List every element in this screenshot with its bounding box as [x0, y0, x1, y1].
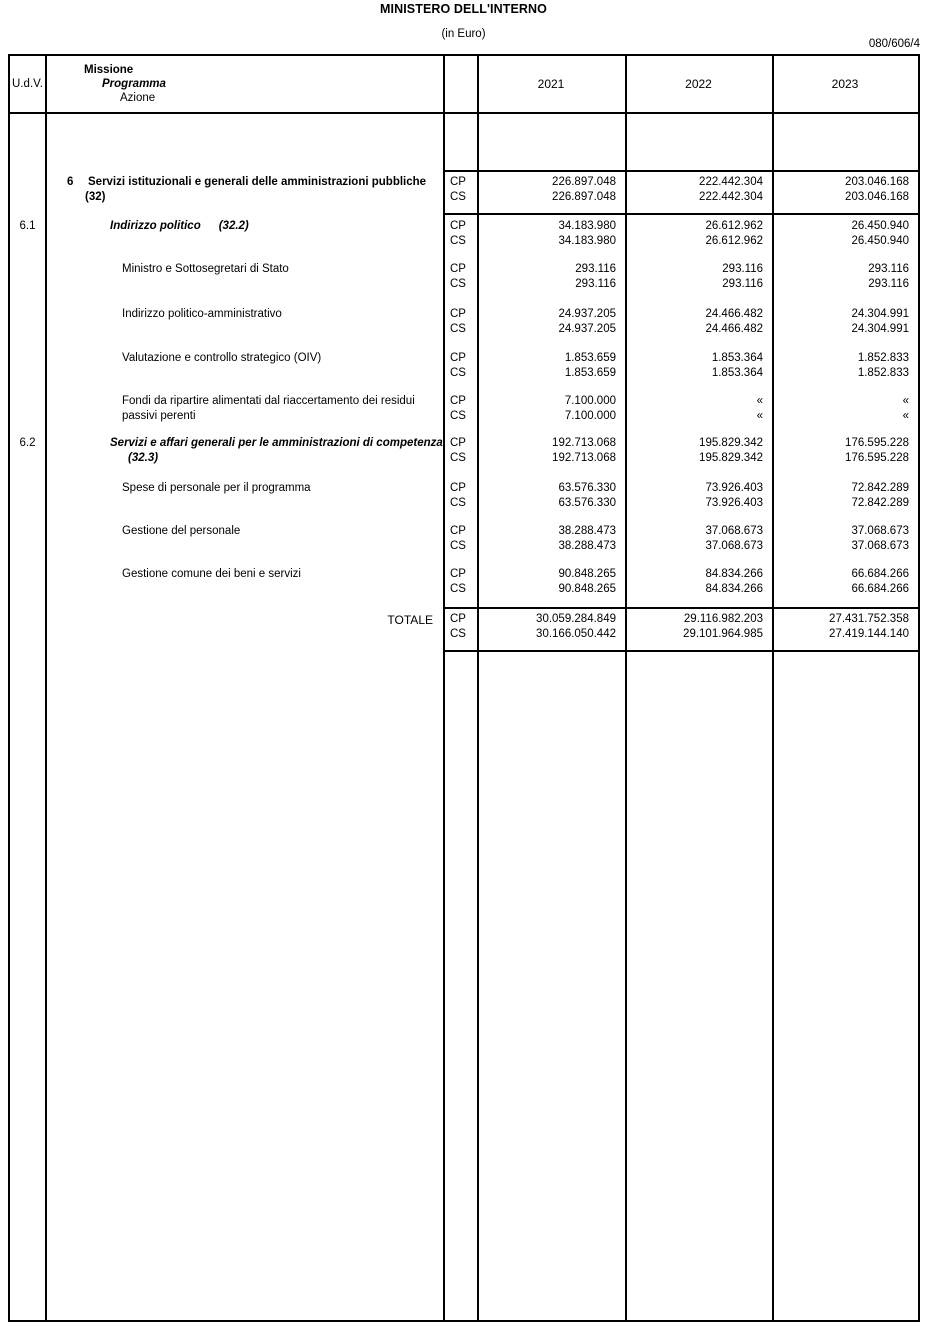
cp-value: 24.466.482 — [705, 308, 763, 320]
row-value-2021 — [477, 259, 625, 303]
cp-value: 34.183.980 — [558, 220, 616, 232]
cp-value: 1.853.659 — [564, 352, 616, 364]
cs-value: 293.116 — [722, 278, 763, 290]
cs-value: 293.116 — [575, 278, 616, 290]
header-year-2023: 2023 — [831, 77, 859, 91]
cp-label: CP — [450, 613, 466, 625]
cs-value: 34.183.980 — [558, 235, 616, 247]
cs-value: « — [902, 410, 909, 422]
cs-label: CS — [450, 410, 466, 422]
cp-value: 24.304.991 — [851, 308, 909, 320]
cp-value: 72.842.289 — [851, 482, 909, 494]
cp-value: 293.116 — [868, 263, 909, 275]
row-udv — [10, 609, 45, 653]
cp-value: « — [902, 395, 909, 407]
cp-value: 195.829.342 — [699, 437, 763, 449]
row-value-2023 — [772, 564, 918, 608]
cp-label: CP — [450, 437, 466, 449]
cp-label: CP — [450, 176, 466, 188]
row-code: (32.2) — [218, 220, 249, 232]
cs-label: CS — [450, 191, 466, 203]
cp-label: CP — [450, 263, 466, 275]
cp-label: CP — [450, 220, 466, 232]
row-udv: 6.1 — [19, 220, 36, 232]
row-cp-cs-labels — [443, 478, 477, 522]
table-row — [10, 609, 918, 653]
cp-value: 226.897.048 — [552, 176, 616, 188]
row-label: Fondi da ripartire alimentati dal riaccertamento dei residui passivi perenti — [122, 395, 415, 422]
cp-value: 84.834.266 — [705, 568, 763, 580]
cp-value: 293.116 — [575, 263, 616, 275]
row-label: Servizi e affari generali per le amministrazioni di competenza(32.3) — [110, 437, 443, 464]
cs-label: CS — [450, 367, 466, 379]
cs-label: CS — [450, 452, 466, 464]
numeric-block-rule — [443, 650, 918, 652]
row-value-2022 — [625, 216, 772, 260]
row-code: (32.3) — [128, 452, 159, 464]
cp-value: 37.068.673 — [705, 525, 763, 537]
row-cp-cs-labels — [443, 433, 477, 477]
cp-label: CP — [450, 395, 466, 407]
row-label: 6 Servizi istituzionali e generali delle amministrazioni pubbliche(32) — [67, 176, 427, 203]
cs-label: CS — [450, 583, 466, 595]
row-value-2021 — [477, 391, 625, 435]
cp-value: 30.059.284.849 — [536, 613, 616, 625]
cs-value: 24.466.482 — [705, 323, 763, 335]
row-cp-cs-labels — [443, 172, 477, 216]
row-value-2023 — [772, 348, 918, 392]
cs-value: 29.101.964.985 — [683, 628, 763, 640]
row-udv: 6.2 — [19, 437, 36, 449]
table-row — [10, 172, 918, 216]
cs-value: 38.288.473 — [558, 540, 616, 552]
cs-label: CS — [450, 628, 466, 640]
row-value-2023 — [772, 304, 918, 348]
row-udv — [10, 564, 45, 608]
cp-value: 66.684.266 — [851, 568, 909, 580]
cs-value: 176.595.228 — [845, 452, 909, 464]
table-row — [10, 521, 918, 565]
row-udv — [10, 521, 45, 565]
row-values — [477, 521, 918, 565]
row-cp-cs-labels — [443, 391, 477, 435]
header-azione: Azione — [120, 92, 156, 104]
row-values — [477, 609, 918, 653]
cp-value: « — [756, 395, 763, 407]
cs-value: 1.853.364 — [711, 367, 763, 379]
page-code: 080/606/4 — [868, 38, 920, 50]
row-value-2021 — [477, 478, 625, 522]
cp-label: CP — [450, 308, 466, 320]
cs-value: 90.848.265 — [558, 583, 616, 595]
header-year-2021: 2021 — [537, 77, 565, 91]
row-value-2021 — [477, 216, 625, 260]
table-row — [10, 304, 918, 348]
row-code: (32) — [85, 191, 106, 203]
cs-value: 293.116 — [868, 278, 909, 290]
row-udv — [10, 304, 45, 348]
row-udv — [10, 478, 45, 522]
cp-value: 1.853.364 — [711, 352, 763, 364]
currency-note: (in Euro) — [441, 28, 486, 40]
cp-value: 27.431.752.358 — [829, 613, 909, 625]
cs-value: 63.576.330 — [558, 497, 616, 509]
cp-value: 222.442.304 — [699, 176, 763, 188]
row-value-2023 — [772, 259, 918, 303]
row-value-2021 — [477, 348, 625, 392]
row-label: Gestione del personale — [122, 525, 241, 537]
row-value-2023 — [772, 521, 918, 565]
cs-value: 195.829.342 — [699, 452, 763, 464]
row-label: TOTALE — [387, 613, 433, 627]
cp-value: 38.288.473 — [558, 525, 616, 537]
table-row — [10, 478, 918, 522]
row-udv — [10, 172, 45, 216]
cs-value: 84.834.266 — [705, 583, 763, 595]
cp-value: 29.116.982.203 — [683, 613, 763, 625]
cp-value: 7.100.000 — [564, 395, 616, 407]
cp-value: 37.068.673 — [851, 525, 909, 537]
cp-label: CP — [450, 525, 466, 537]
row-value-2022 — [625, 391, 772, 435]
row-udv — [10, 391, 45, 435]
header-programma: Programma — [102, 78, 166, 90]
cs-value: 26.612.962 — [705, 235, 763, 247]
table-row — [10, 259, 918, 303]
row-value-2022 — [625, 521, 772, 565]
cs-value: 24.937.205 — [558, 323, 616, 335]
table-row — [10, 216, 918, 260]
row-cp-cs-labels — [443, 564, 477, 608]
cp-label: CP — [450, 568, 466, 580]
row-value-2022 — [625, 433, 772, 477]
table-body — [10, 114, 918, 1320]
row-value-2023 — [772, 172, 918, 216]
row-value-2022 — [625, 609, 772, 653]
row-label: Indirizzo politico-amministrativo — [122, 308, 282, 320]
row-label: Valutazione e controllo strategico (OIV) — [122, 352, 322, 364]
row-value-2021 — [477, 564, 625, 608]
row-cp-cs-labels — [443, 609, 477, 653]
cs-value: 72.842.289 — [851, 497, 909, 509]
numeric-block-rule — [443, 607, 918, 609]
cp-value: 1.852.833 — [857, 352, 909, 364]
row-values — [477, 433, 918, 477]
row-values — [477, 391, 918, 435]
cs-label: CS — [450, 235, 466, 247]
row-value-2021 — [477, 172, 625, 216]
cs-value: « — [756, 410, 763, 422]
cs-label: CS — [450, 278, 466, 290]
cs-label: CS — [450, 323, 466, 335]
row-value-2022 — [625, 172, 772, 216]
cs-value: 24.304.991 — [851, 323, 909, 335]
row-value-2022 — [625, 478, 772, 522]
cp-value: 192.713.068 — [552, 437, 616, 449]
row-label: Indirizzo politico (32.2) — [110, 220, 249, 232]
row-value-2023 — [772, 433, 918, 477]
cp-label: CP — [450, 482, 466, 494]
table-row — [10, 564, 918, 608]
cp-value: 26.450.940 — [851, 220, 909, 232]
cp-value: 26.612.962 — [705, 220, 763, 232]
cs-value: 226.897.048 — [552, 191, 616, 203]
row-value-2022 — [625, 564, 772, 608]
row-udv — [10, 259, 45, 303]
row-values — [477, 564, 918, 608]
row-values — [477, 478, 918, 522]
header-missione: Missione — [84, 64, 134, 76]
cp-value: 176.595.228 — [845, 437, 909, 449]
row-value-2023 — [772, 216, 918, 260]
page-title: MINISTERO DELL'INTERNO — [380, 2, 547, 16]
row-value-2023 — [772, 391, 918, 435]
cp-value: 73.926.403 — [705, 482, 763, 494]
cs-value: 73.926.403 — [705, 497, 763, 509]
cs-label: CS — [450, 540, 466, 552]
cs-value: 222.442.304 — [699, 191, 763, 203]
header-udv: U.d.V. — [12, 78, 43, 90]
numeric-block-rule — [443, 213, 918, 215]
row-value-2021 — [477, 433, 625, 477]
row-cp-cs-labels — [443, 216, 477, 260]
cp-value: 293.116 — [722, 263, 763, 275]
cp-value: 24.937.205 — [558, 308, 616, 320]
row-cp-cs-labels — [443, 304, 477, 348]
row-value-2021 — [477, 304, 625, 348]
row-values — [477, 172, 918, 216]
cs-value: 1.853.659 — [564, 367, 616, 379]
table-row — [10, 348, 918, 392]
cp-label: CP — [450, 352, 466, 364]
header-year-2022: 2022 — [685, 77, 712, 91]
row-value-2022 — [625, 348, 772, 392]
row-value-2023 — [772, 478, 918, 522]
row-value-2022 — [625, 304, 772, 348]
row-udv — [10, 348, 45, 392]
cs-value: 1.852.833 — [857, 367, 909, 379]
cs-value: 37.068.673 — [851, 540, 909, 552]
row-value-2021 — [477, 609, 625, 653]
cp-value: 203.046.168 — [845, 176, 909, 188]
cs-value: 192.713.068 — [552, 452, 616, 464]
row-label: Gestione comune dei beni e servizi — [122, 568, 301, 580]
budget-table — [8, 54, 920, 1322]
table-row — [10, 433, 918, 477]
row-cp-cs-labels — [443, 259, 477, 303]
header-description — [45, 56, 443, 112]
numeric-block-rule — [443, 170, 918, 172]
row-values — [477, 216, 918, 260]
cs-value: 7.100.000 — [564, 410, 616, 422]
row-values — [477, 259, 918, 303]
cs-value: 66.684.266 — [851, 583, 909, 595]
cs-value: 26.450.940 — [851, 235, 909, 247]
row-value-2022 — [625, 259, 772, 303]
cs-value: 30.166.050.442 — [536, 628, 616, 640]
cs-value: 203.046.168 — [845, 191, 909, 203]
row-cp-cs-labels — [443, 521, 477, 565]
row-mission-number: 6 — [67, 176, 74, 188]
cs-value: 27.419.144.140 — [829, 628, 909, 640]
row-values — [477, 348, 918, 392]
row-label: Ministro e Sottosegretari di Stato — [122, 263, 289, 275]
cs-value: 37.068.673 — [705, 540, 763, 552]
cp-value: 63.576.330 — [558, 482, 616, 494]
row-label: Spese di personale per il programma — [122, 482, 311, 494]
row-values — [477, 304, 918, 348]
row-value-2023 — [772, 609, 918, 653]
row-cp-cs-labels — [443, 348, 477, 392]
row-value-2021 — [477, 521, 625, 565]
cp-value: 90.848.265 — [558, 568, 616, 580]
table-row — [10, 391, 918, 435]
cs-label: CS — [450, 497, 466, 509]
